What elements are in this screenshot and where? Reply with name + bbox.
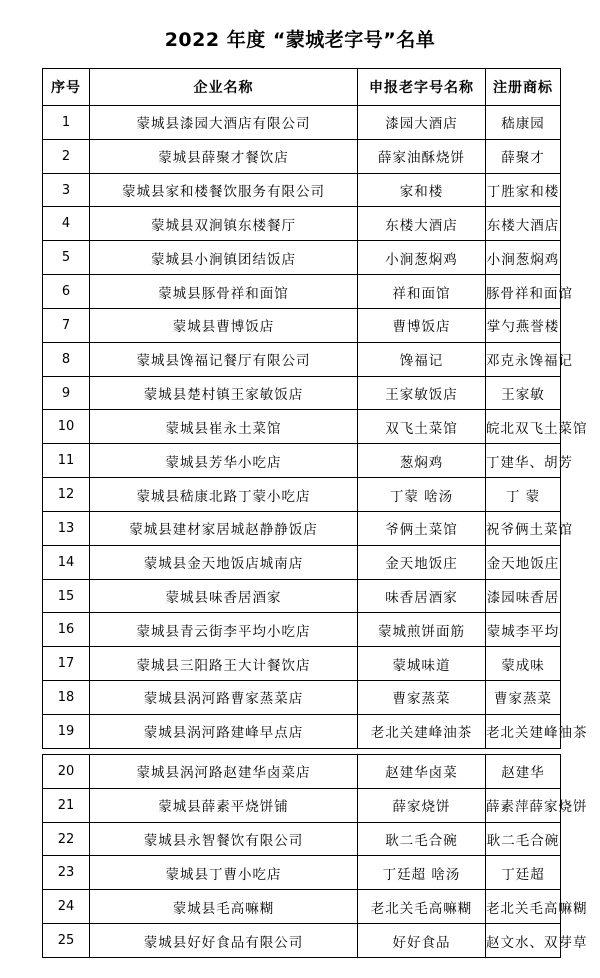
cell-company: 蒙城县嵇康北路丁蒙小吃店 [90, 478, 358, 512]
table-row [43, 308, 561, 342]
cell-brand-name: 双飞土菜馆 [358, 410, 486, 444]
cell-brand-name: 葱焖鸡 [358, 444, 486, 478]
cell-company: 蒙城县馋福记餐厅有限公司 [90, 342, 358, 376]
cell-trademark: 薛聚才 [486, 139, 561, 173]
cell-no: 24 [43, 890, 90, 924]
table-row [43, 579, 561, 613]
cell-no: 9 [43, 376, 90, 410]
cell-no: 13 [43, 511, 90, 545]
cell-company: 蒙城县楚村镇王家敏饭店 [90, 376, 358, 410]
cell-brand-name: 薛家烧饼 [358, 788, 486, 822]
brand-list-table-continued [42, 754, 588, 958]
cell-company: 蒙城县青云街李平均小吃店 [90, 613, 358, 647]
cell-brand-name: 曹博饭店 [358, 308, 486, 342]
cell-brand-name: 王家敏饭店 [358, 376, 486, 410]
cell-company: 蒙城县涡河路建峰早点店 [90, 714, 358, 748]
cell-no: 16 [43, 613, 90, 647]
cell-no: 14 [43, 545, 90, 579]
cell-brand-name: 老北关建峰油茶 [358, 714, 486, 748]
cell-trademark: 蒙城李平均 [486, 613, 561, 647]
cell-brand-name: 丁廷超 啥汤 [358, 856, 486, 890]
cell-no: 21 [43, 788, 90, 822]
cell-company: 蒙城县漆园大酒店有限公司 [90, 106, 358, 140]
header-no: 序号 [43, 69, 90, 106]
cell-trademark: 王家敏 [486, 376, 561, 410]
cell-no: 18 [43, 681, 90, 715]
header-trademark: 注册商标 [486, 69, 561, 106]
cell-trademark: 丁 蒙 [486, 478, 561, 512]
cell-brand-name: 耿二毛合碗 [358, 822, 486, 856]
cell-trademark: 曹家蒸菜 [486, 681, 561, 715]
cell-brand-name: 祥和面馆 [358, 275, 486, 309]
cell-brand-name: 老北关毛高嘛糊 [358, 890, 486, 924]
cell-trademark: 丁建华、胡芳 [486, 444, 561, 478]
header-brand-name: 申报老字号名称 [358, 69, 486, 106]
cell-company: 蒙城县毛高嘛糊 [90, 890, 358, 924]
cell-trademark: 东楼大酒店 [486, 207, 561, 241]
table-row [43, 241, 561, 275]
cell-company: 蒙城县豚骨祥和面馆 [90, 275, 358, 309]
cell-trademark: 掌勺燕誉楼 [486, 308, 561, 342]
cell-trademark: 蒙成味 [486, 647, 561, 681]
cell-company: 蒙城县金天地饭店城南店 [90, 545, 358, 579]
table-row [43, 173, 561, 207]
cell-no: 20 [43, 755, 90, 789]
cell-no: 5 [43, 241, 90, 275]
cell-trademark: 漆园味香居 [486, 579, 561, 613]
cell-trademark: 金天地饭庄 [486, 545, 561, 579]
table-row [43, 856, 561, 890]
cell-trademark: 嵇康园 [486, 106, 561, 140]
cell-trademark: 老北关毛高嘛糊 [486, 890, 561, 924]
table-row [43, 444, 561, 478]
table-row [43, 681, 561, 715]
cell-company: 蒙城县薛素平烧饼铺 [90, 788, 358, 822]
cell-trademark: 小涧葱焖鸡 [486, 241, 561, 275]
table-row [43, 647, 561, 681]
cell-brand-name: 丁蒙 啥汤 [358, 478, 486, 512]
cell-no: 8 [43, 342, 90, 376]
cell-no: 15 [43, 579, 90, 613]
cell-trademark: 薛素萍薛家烧饼 [486, 788, 561, 822]
page-title: 2022 年度 “蒙城老字号”名单 [164, 29, 436, 51]
cell-trademark: 赵建华 [486, 755, 561, 789]
table-row [43, 207, 561, 241]
table-row [43, 342, 561, 376]
table-row [43, 410, 561, 444]
table-row [43, 275, 561, 309]
cell-no: 10 [43, 410, 90, 444]
cell-brand-name: 馋福记 [358, 342, 486, 376]
cell-no: 23 [43, 856, 90, 890]
cell-brand-name: 赵建华卤菜 [358, 755, 486, 789]
table-row [43, 511, 561, 545]
cell-brand-name: 蒙城味道 [358, 647, 486, 681]
cell-company: 蒙城县建材家居城赵静静饭店 [90, 511, 358, 545]
cell-company: 蒙城县三阳路王大计餐饮店 [90, 647, 358, 681]
table-row [43, 924, 561, 958]
cell-trademark: 皖北双飞土菜馆 [486, 410, 561, 444]
cell-brand-name: 家和楼 [358, 173, 486, 207]
cell-no: 11 [43, 444, 90, 478]
cell-trademark: 丁廷超 [486, 856, 561, 890]
cell-brand-name: 漆园大酒店 [358, 106, 486, 140]
cell-trademark: 豚骨祥和面馆 [486, 275, 561, 309]
table-row [43, 376, 561, 410]
brand-list-table [42, 68, 588, 749]
cell-no: 3 [43, 173, 90, 207]
cell-company: 蒙城县丁曹小吃店 [90, 856, 358, 890]
cell-no: 17 [43, 647, 90, 681]
table-row [43, 755, 561, 789]
cell-no: 25 [43, 924, 90, 958]
cell-no: 12 [43, 478, 90, 512]
cell-company: 蒙城县崔永土菜馆 [90, 410, 358, 444]
cell-brand-name: 小涧葱焖鸡 [358, 241, 486, 275]
table-row [43, 106, 561, 140]
cell-company: 蒙城县永智餐饮有限公司 [90, 822, 358, 856]
table-row [43, 545, 561, 579]
cell-company: 蒙城县薛聚才餐饮店 [90, 139, 358, 173]
cell-company: 蒙城县双涧镇东楼餐厅 [90, 207, 358, 241]
cell-no: 4 [43, 207, 90, 241]
cell-trademark: 丁胜家和楼 [486, 173, 561, 207]
cell-no: 6 [43, 275, 90, 309]
cell-no: 7 [43, 308, 90, 342]
cell-company: 蒙城县涡河路曹家蒸菜店 [90, 681, 358, 715]
cell-company: 蒙城县芳华小吃店 [90, 444, 358, 478]
cell-trademark: 邓克永馋福记 [486, 342, 561, 376]
cell-company: 蒙城县曹博饭店 [90, 308, 358, 342]
cell-no: 19 [43, 714, 90, 748]
cell-brand-name: 金天地饭庄 [358, 545, 486, 579]
cell-company: 蒙城县好好食品有限公司 [90, 924, 358, 958]
cell-company: 蒙城县家和楼餐饮服务有限公司 [90, 173, 358, 207]
cell-no: 1 [43, 106, 90, 140]
cell-trademark: 赵文水、双芽草 [486, 924, 561, 958]
cell-brand-name: 蒙城煎饼面筋 [358, 613, 486, 647]
cell-brand-name: 薛家油酥烧饼 [358, 139, 486, 173]
cell-brand-name: 东楼大酒店 [358, 207, 486, 241]
table-row [43, 613, 561, 647]
table-row [43, 714, 561, 748]
cell-no: 22 [43, 822, 90, 856]
cell-company: 蒙城县涡河路赵建华卤菜店 [90, 755, 358, 789]
table-row [43, 822, 561, 856]
cell-company: 蒙城县小涧镇团结饭店 [90, 241, 358, 275]
table-header-row [43, 69, 561, 106]
header-company: 企业名称 [90, 69, 358, 106]
table-row [43, 890, 561, 924]
cell-trademark: 耿二毛合碗 [486, 822, 561, 856]
table-row [43, 478, 561, 512]
table-row [43, 788, 561, 822]
cell-trademark: 祝爷俩土菜馆 [486, 511, 561, 545]
cell-brand-name: 好好食品 [358, 924, 486, 958]
cell-brand-name: 曹家蒸菜 [358, 681, 486, 715]
cell-brand-name: 味香居酒家 [358, 579, 486, 613]
cell-no: 2 [43, 139, 90, 173]
cell-brand-name: 爷俩土菜馆 [358, 511, 486, 545]
cell-trademark: 老北关建峰油茶 [486, 714, 561, 748]
table-row [43, 139, 561, 173]
cell-company: 蒙城县味香居酒家 [90, 579, 358, 613]
